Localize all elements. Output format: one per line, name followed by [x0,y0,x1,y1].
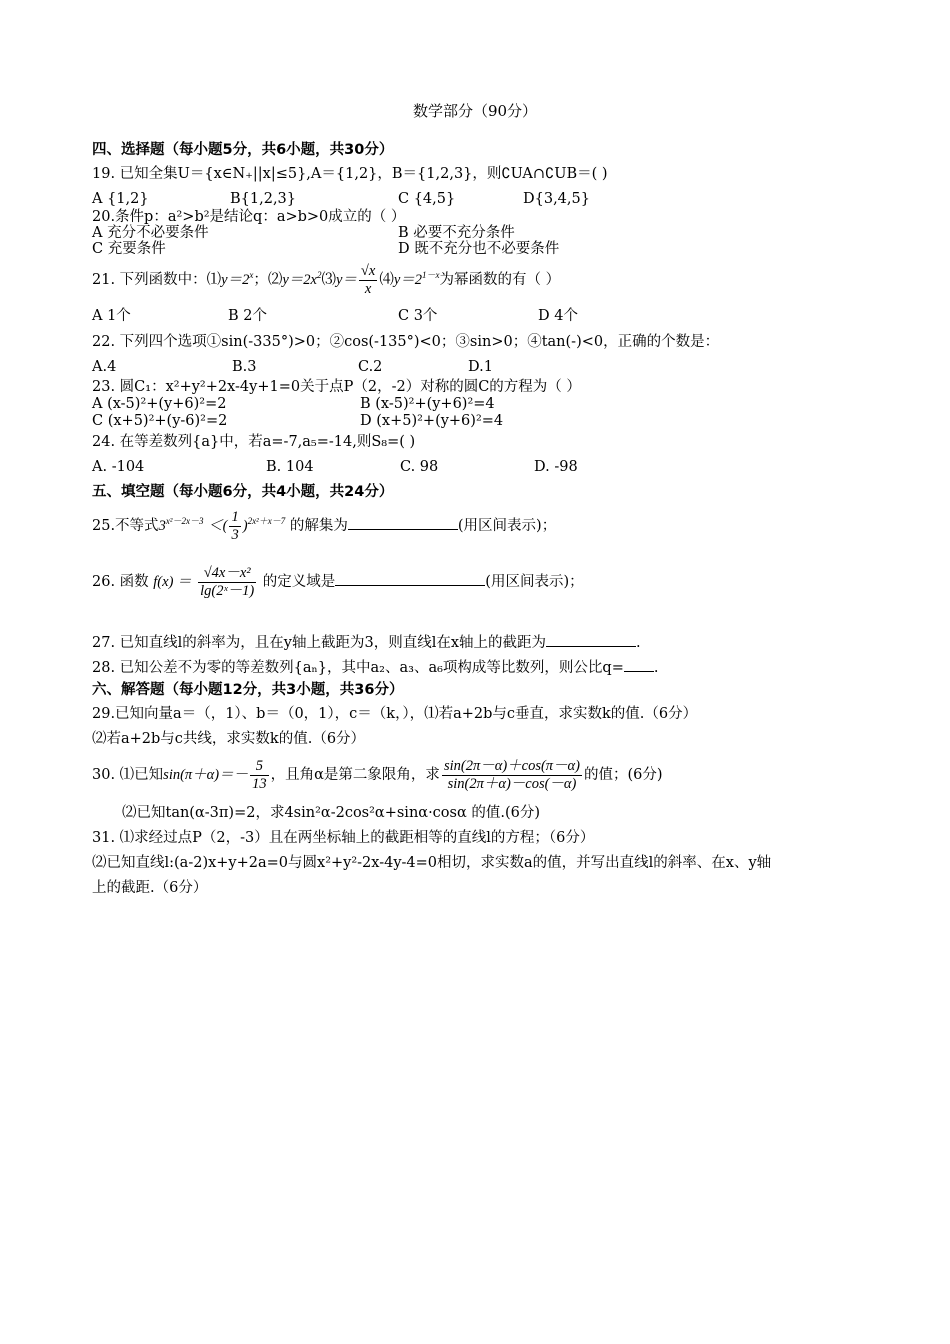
q21-option-b: B 2个 [228,308,267,324]
q25-after: (用区间表示)； [457,518,557,534]
q25-prefix: 25.不等式 [92,518,159,534]
q21-f2: y＝2x [282,272,317,288]
q26-answer-blank[interactable] [335,571,485,586]
q25-stem [92,506,556,546]
q21-f2-exp: 2 [316,270,322,281]
q20-option-d: D 既不充分也不必要条件 [398,241,560,257]
q21-option-d: D 4个 [538,308,578,324]
q21-sep3: ⑷ [379,272,394,288]
q30-suffix: 的值；(6分) [584,767,663,783]
q25-exp1: x²－2x－3 [165,516,204,527]
q23-option-d: D (x+5)²+(y+6)²=4 [360,413,504,429]
q19-option-d: D{3,4,5} [523,191,590,207]
q21-stem [92,262,560,298]
q30-expr-num: sin(2π－α)＋cos(π－α) [443,757,581,774]
q19-option-b: B{1,2,3} [230,191,297,207]
q22-option-d: D.1 [468,359,493,375]
q21-suffix: 为幂函数的有（ ） [439,272,561,288]
q26-after: (用区间表示)； [485,574,584,590]
q22-option-c: C.2 [358,359,383,375]
q26-suffix: 的定义域是 [262,574,336,590]
q20-option-b: B 必要不充分条件 [398,225,515,241]
q23-option-b: B (x-5)²+(y+6)²=4 [360,396,495,412]
q19-option-a: A {1,2} [92,191,149,207]
q21-sep1: ；⑵ [253,272,283,288]
q22-option-a: A.4 [92,359,117,375]
q26-den: lg(2ˣ－1) [200,582,255,599]
q25-exp2: 2x²＋x－7 [247,516,286,527]
q21-f4-exp: 1－x [422,270,440,281]
section-fill-heading: 五、填空题（每小题6分，共4小题，共24分） [92,484,394,500]
q31-line3: 上的截距.（6分） [92,880,208,896]
q21-f3-fraction [359,263,377,298]
page-title: 数学部分（90分） [412,102,538,120]
q25-suffix: 的解集为 [289,518,348,534]
q31-line1: 31. ⑴求经过点P（2，-3）且在两坐标轴上的截距相等的直线l的方程；（6分） [92,830,595,846]
q26-prefix: 26. 函数 [92,574,149,590]
q29-line1: 29.已知向量a＝（，1）、b＝（0，1），c＝（k，），⑴若a+2b与c垂直，求实数k的值.（6分） [92,706,698,722]
q27-answer-blank[interactable] [546,632,636,647]
q28-end: . [653,660,659,676]
q27-text: 27. 已知直线l的斜率为，且在y轴上截距为3，则直线l在x轴上的截距为 [92,635,547,651]
q30-cond: sin(π＋α)＝－ [163,767,249,783]
q25-lt: ＜( [208,518,228,534]
q24-stem: 24. 在等差数列{a}中，若a=-7,a₅=-14,则S₈=( ) [92,434,416,450]
q30-cond-num: 5 [250,758,269,776]
section-answer-heading: 六、解答题（每小题12分，共3小题，共36分） [92,682,404,698]
q20-stem: 20.条件p：a²>b²是结论q：a>b>0成立的（ ） [92,209,406,225]
q28-answer-blank[interactable] [624,657,654,672]
q21-f3-den: x [364,280,372,297]
q30-prefix: 30. ⑴已知 [92,767,164,783]
q24-option-b: B. 104 [266,459,314,475]
q26-fraction [198,565,256,600]
q25-answer-blank[interactable] [348,515,458,530]
q24-option-c: C. 98 [400,459,439,475]
q23-option-a: A (x-5)²+(y+6)²=2 [92,396,227,412]
q30-line1 [92,754,663,796]
q22-stem: 22. 下列四个选项①sin(-335°)>0；②cos(-135°)<0；③sin>0；④tan(-)<0，正确的个数是： [92,334,720,350]
q25-base: 3 [158,518,166,534]
q25-fraction [229,509,240,544]
q19-option-c: C {4,5} [398,191,456,207]
q30-cond-fraction [250,758,269,793]
q29-line2: ⑵若a+2b与c共线，求实数k的值.（6分） [92,731,366,747]
q30-cond-den: 13 [252,775,267,792]
q21-prefix: 21. 下列函数中：⑴ [92,272,222,288]
q26-lhs: f(x) ＝ [153,574,192,590]
q30-expr-den: sin(2π＋α)－cos(－α) [447,775,577,792]
q22-option-b: B.3 [232,359,257,375]
q24-option-a: A. -104 [92,459,145,475]
q30-expr-fraction [442,758,582,793]
q21-f4: y＝2 [393,272,423,288]
q25-num: 1 [231,508,239,525]
q27-end: . [636,635,641,651]
q31-line2: ⑵已知直线l:(a-2)x+y+2a=0与圆x²+y²-2x-4y-4=0相切，求实数a的值，并写出直线l的斜率、在x、y轴 [92,855,772,871]
q25-rp: ) [242,518,248,534]
q28-stem [92,657,658,677]
q21-f3-lhs: y＝ [335,272,357,288]
q20-option-c: C 充要条件 [92,241,166,257]
q21-f3-num: √x [360,262,376,279]
q21-sep2: ⑶ [321,272,336,288]
q27-stem [92,632,641,652]
q21-option-c: C 3个 [398,308,438,324]
q26-stem [92,560,584,604]
q30-line2: ⑵已知tan(α-3π)=2，求4sin²α-2cos²α+sinα·cosα 的值.(6分) [122,805,541,821]
q19-stem: 19. 已知全集U＝{x∈N₊||x|≤5},A＝{1,2}，B＝{1,2,3}，则∁UA∩∁UB＝( ) [92,166,608,182]
q25-den: 3 [231,526,239,543]
q21-f1-exp: x [249,270,254,281]
q21-f1: y＝2 [221,272,250,288]
q28-text: 28. 已知公差不为零的等差数列{aₙ}，其中a₂、a₃、a₆项构成等比数列，则公比q= [92,660,624,676]
q20-option-a: A 充分不必要条件 [92,225,209,241]
q23-stem: 23. 圆C₁：x²+y²+2x-4y+1=0关于点P（2，-2）对称的圆C的方程为（ ） [92,379,581,395]
q23-option-c: C (x+5)²+(y-6)²=2 [92,413,228,429]
q26-num: √4x－x² [198,565,256,583]
q24-option-d: D. -98 [534,459,578,475]
q21-option-a: A 1个 [92,308,131,324]
q30-mid: ，且角α是第二象限角，求 [270,767,440,783]
section-choice-heading: 四、选择题（每小题5分，共6小题，共30分） [92,142,394,158]
